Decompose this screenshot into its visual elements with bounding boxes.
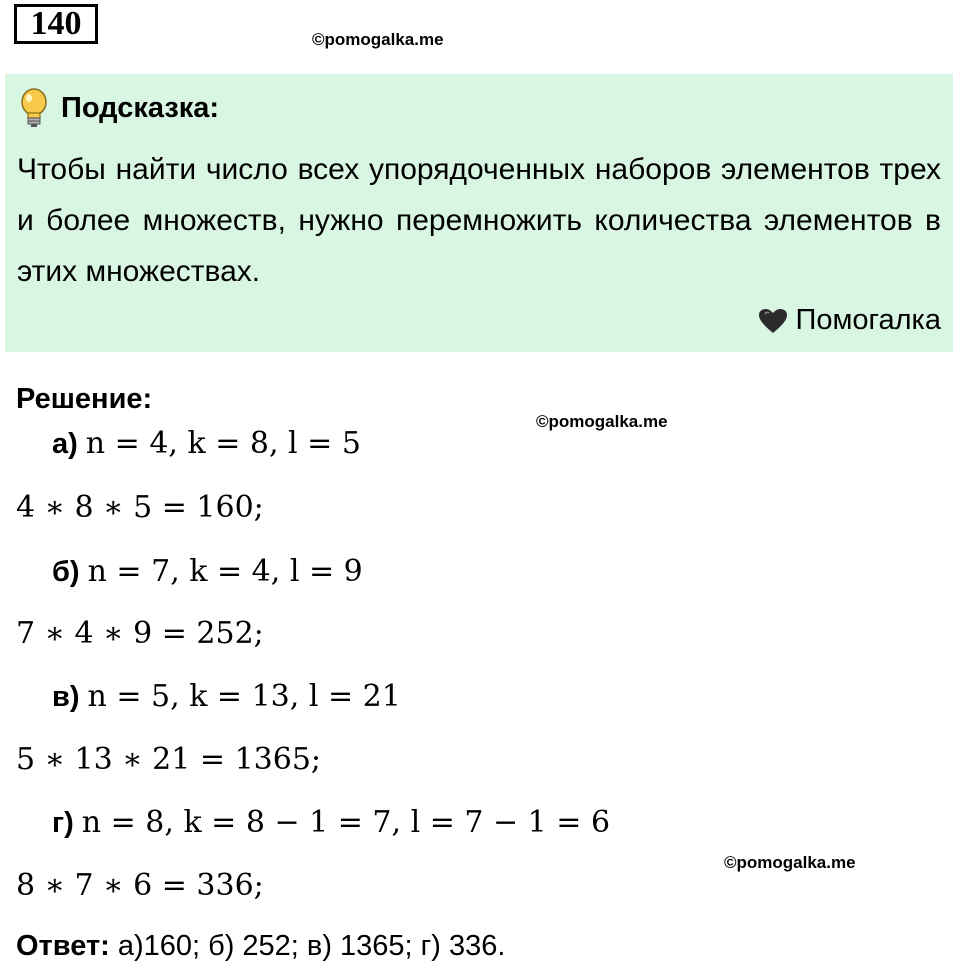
part-d-given — [52, 805, 610, 840]
part-d-calc: 8 ∗ 7 ∗ 6 = 336; — [16, 868, 264, 903]
answer-text: а)160; б) 252; в) 1365; г) 336. — [117, 930, 506, 962]
part-a-given — [52, 426, 361, 461]
hint-text: Чтобы найти число всех упорядоченных наборов элементов трех и более множеств, нужно перемножить количества элементов в этих множествах. — [17, 153, 941, 288]
hint-header — [19, 88, 219, 128]
part-label: а) — [52, 428, 78, 460]
lightbulb-icon — [19, 88, 49, 128]
part-label: в) — [52, 681, 80, 713]
hint-box — [5, 74, 953, 352]
hint-signature — [758, 304, 941, 337]
solution-title: Решение: — [16, 383, 153, 415]
watermark: ©pomogalka.me — [724, 853, 856, 872]
given-values: n = 4, k = 8, l = 5 — [85, 426, 361, 461]
part-a-calc: 4 ∗ 8 ∗ 5 = 160; — [16, 490, 264, 525]
hint-title: Подсказка: — [61, 91, 220, 124]
part-c-given — [52, 679, 401, 714]
answer — [16, 930, 505, 963]
answer-label: Ответ: — [16, 930, 110, 962]
problem-number: 140 — [14, 4, 98, 44]
signature-text: Помогалка — [795, 304, 941, 336]
part-label: г) — [52, 807, 74, 839]
part-label: б) — [52, 556, 80, 588]
watermark: ©pomogalka.me — [312, 30, 444, 49]
part-b-calc: 7 ∗ 4 ∗ 9 = 252; — [16, 616, 264, 651]
part-c-calc: 5 ∗ 13 ∗ 21 = 1365; — [16, 742, 322, 777]
heart-icon — [758, 308, 788, 334]
part-b-given — [52, 554, 363, 589]
given-values: n = 5, k = 13, l = 21 — [87, 679, 401, 714]
watermark: ©pomogalka.me — [536, 412, 668, 431]
given-values: n = 7, k = 4, l = 9 — [87, 554, 363, 589]
given-values: n = 8, k = 8 − 1 = 7, l = 7 − 1 = 6 — [81, 805, 611, 840]
